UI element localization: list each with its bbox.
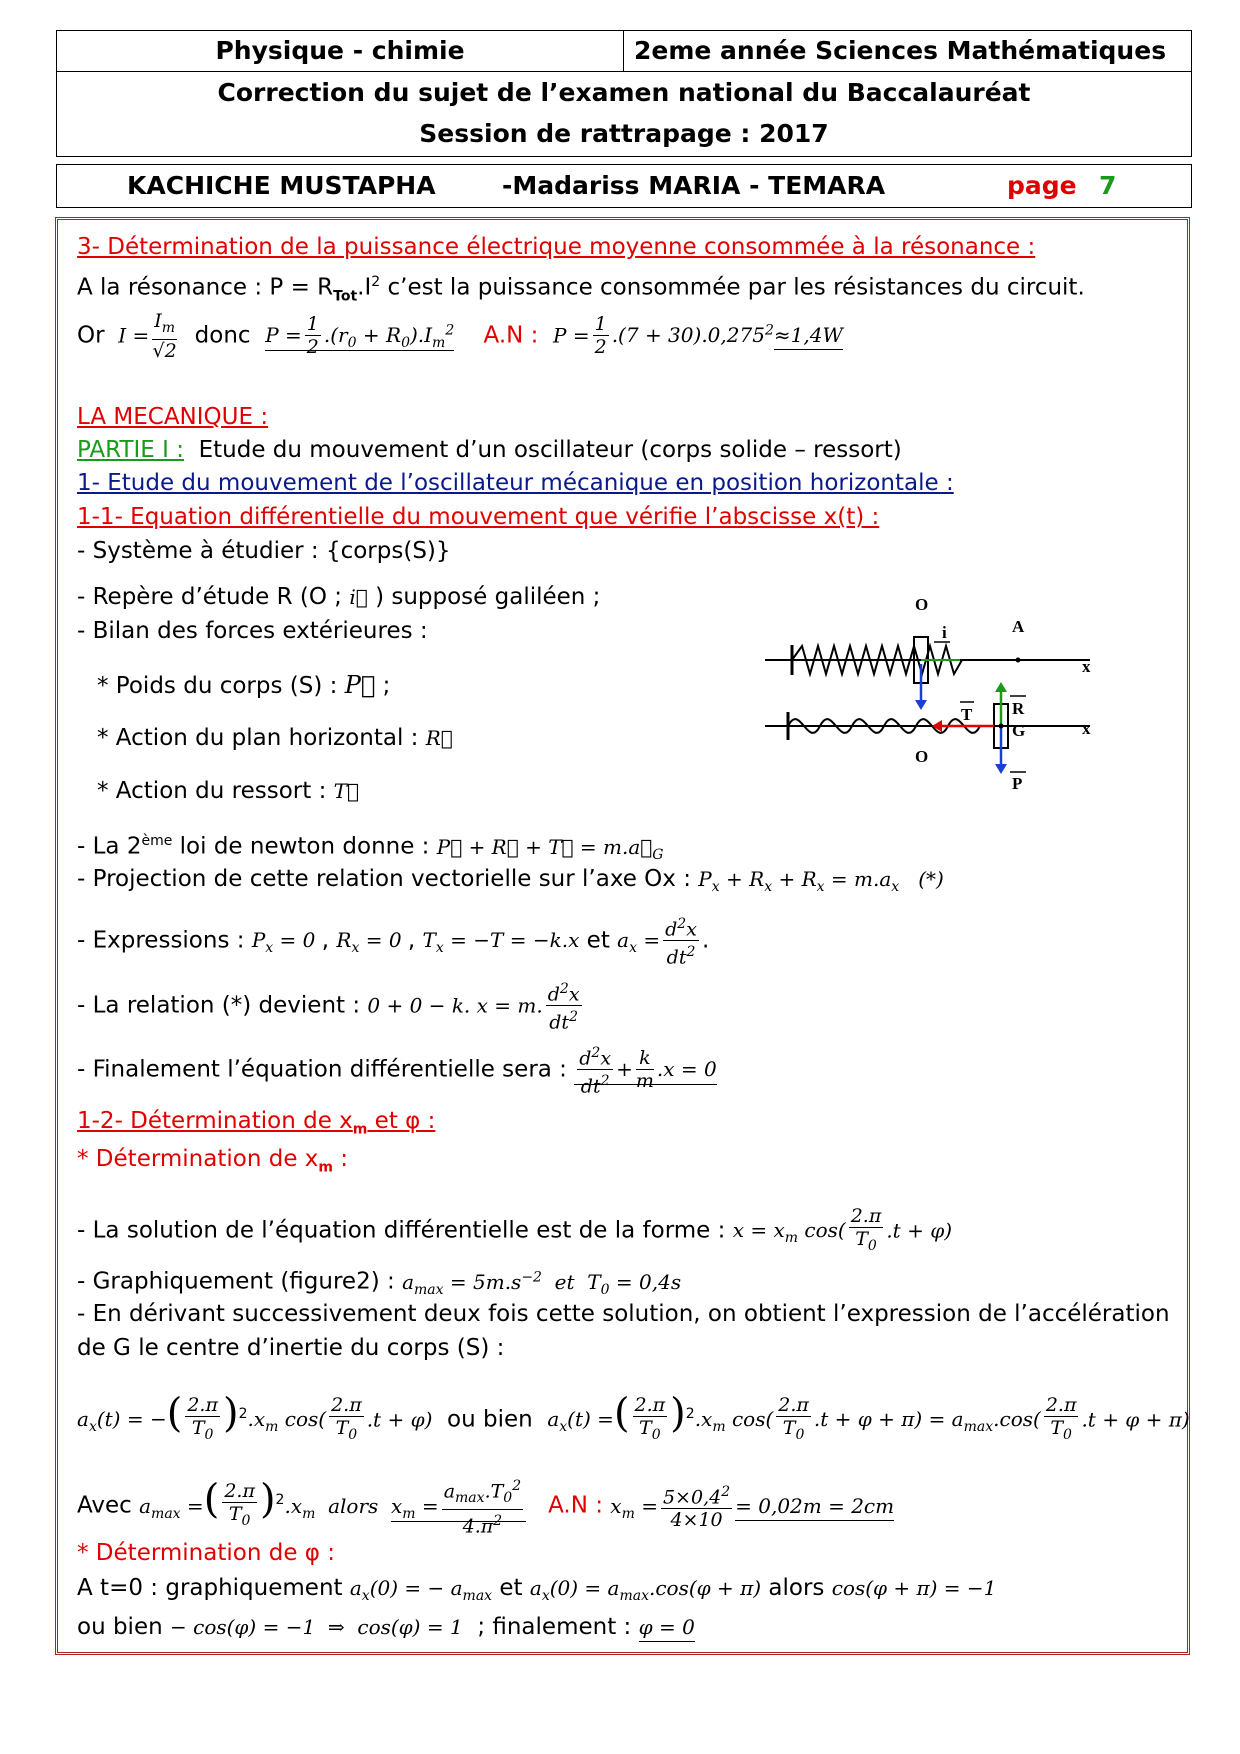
avec-line: Avec $a_{max}$ =( $\frac{2.\pi}{T_0}$ )$^2.x_m$ alors $x_m$ = $\frac{a_{max}.T_0^2}{4.\pi^2}$ A.N : $x_m$ = $\frac{5\times 0,4^2}{4\times 10}$ = 0,02m = 2cm bbox=[77, 1476, 895, 1538]
newton-b: loi de newton donne : bbox=[172, 833, 430, 860]
partie1-line bbox=[77, 435, 902, 465]
deriv-line-2: de G le centre d’inertie du corps (S) : bbox=[77, 1335, 505, 1361]
force-2-text: * Action du plan horizontal : bbox=[97, 725, 419, 751]
relation-text: - La relation (*) devient : bbox=[77, 992, 361, 1019]
s3-result: ≈1,4W bbox=[774, 323, 843, 350]
bilan-line: - Bilan des forces extérieures : bbox=[77, 618, 428, 644]
s3-line1: A la résonance : $P = R_{Tot}.I^2$ c’est la puissance consommée par les résistances du circuit. bbox=[77, 274, 1085, 305]
projection-line: - Projection de cette relation vectorielle sur l’axe Ox : $P_x + R_x + R_x = m.a_x$ (*) bbox=[77, 866, 944, 895]
s3-an: A.N : bbox=[483, 322, 539, 349]
s12-b: m bbox=[352, 1121, 368, 1138]
title-line-1: Correction du sujet de l’examen national du Baccalauréat bbox=[217, 78, 1031, 107]
fig-label-x2: x bbox=[1082, 719, 1091, 738]
t0-a: A t=0 : graphiquement bbox=[77, 1575, 343, 1601]
header-row-1 bbox=[56, 30, 1192, 72]
header-author-row bbox=[56, 164, 1192, 208]
fig-label-x1: x bbox=[1082, 657, 1091, 676]
s3-line1-a: A la résonance : P = R bbox=[77, 274, 334, 301]
system-line: - Système à étudier : {corps(S)} bbox=[77, 538, 451, 564]
det-xm-b: m bbox=[318, 1159, 333, 1176]
expressions-line: - Expressions : $P_x = 0$ , $R_x = 0$ , $T_x = -T = -k.x$ et $a_x$ = $\frac{d^2x}{dt^2}$ . bbox=[77, 913, 709, 969]
newton-line: - La 2ème loi de newton donne : P⃗ + R⃗ + T⃗ = $m.a⃗_G$ bbox=[77, 833, 664, 863]
final-eq-line: - Finalement l’équation différentielle sera : $\frac{d^2x}{dt^2}$ + $\frac{k}{m}$ .x = 0 bbox=[77, 1042, 717, 1098]
det-xm-a: * Détermination de x bbox=[77, 1146, 319, 1172]
s3-line1-d: c’est la puissance consommée par les résistances du circuit. bbox=[380, 274, 1085, 301]
fig-label-G: G bbox=[1012, 721, 1026, 740]
force-3: * Action du ressort : T⃗ bbox=[97, 778, 359, 804]
fig-label-O1: O bbox=[915, 595, 929, 614]
force-1-text: * Poids du corps (S) : bbox=[97, 673, 338, 699]
accel-line: $a_x(t)$ = −( $\frac{2.\pi}{T_0}$ )$^2.x_m$ cos( $\frac{2.\pi}{T_0}$ .t + φ) ou bien $a_x(t)$ =( $\frac{2.\pi}{T_0}$ )$^2.x_m$ cos( $\frac{2.\pi}{T_0}$ $.t + \varphi + \pi) = a_{max}.\cos$( $\frac{2.\pi}{T_0}$ .t + φ + π) bbox=[77, 1390, 1190, 1443]
partie1-text: Etude du mouvement d’un oscillateur (corps solide – ressort) bbox=[198, 437, 902, 463]
spring-mass-figure bbox=[760, 592, 1120, 792]
page-number: 7 bbox=[1099, 171, 1117, 200]
det-xm bbox=[77, 1144, 348, 1183]
s3-line1-c: .I bbox=[357, 274, 372, 301]
school: -Madariss MARIA - TEMARA bbox=[502, 171, 886, 200]
s3-or: Or bbox=[77, 322, 105, 349]
fig-label-T: T bbox=[961, 705, 973, 724]
s12-a: 1-2- Détermination de x bbox=[77, 1108, 353, 1134]
fig-label-P: P bbox=[1012, 774, 1023, 792]
newton-sup: ème bbox=[141, 833, 173, 849]
s12-c: et φ : bbox=[367, 1108, 436, 1134]
s3-title: 3- Détermination de la puissance électrique moyenne consommée à la résonance : bbox=[77, 234, 1036, 260]
author: KACHICHE MUSTAPHA bbox=[127, 171, 436, 200]
deriv-line-1: - En dérivant successivement deux fois cette solution, on obtient l’expression de l’accélération bbox=[77, 1301, 1170, 1327]
fin-b: ; finalement : bbox=[477, 1614, 632, 1640]
s1-title: 1- Etude du mouvement de l’oscillateur mécanique en position horizontale : bbox=[77, 470, 954, 496]
force-2: * Action du plan horizontal : R⃗ bbox=[97, 725, 453, 751]
avec-text: Avec bbox=[77, 1492, 132, 1519]
solution-line: - La solution de l’équation différentielle est de la forme : $x = x_m$ cos( $\frac{2.\pi}{T_0}$ .t + φ) bbox=[77, 1205, 953, 1254]
force-1: * Poids du corps (S) : P⃗ ; bbox=[97, 671, 391, 699]
fin-line: ou bien − cos(φ) = −1 ⇒ cos(φ) = 1 ; finalement : φ = 0 bbox=[77, 1614, 695, 1640]
title-line-2: Session de rattrapage : 2017 bbox=[419, 119, 829, 148]
expressions-text: - Expressions : bbox=[77, 927, 245, 954]
projection-text: - Projection de cette relation vectorielle sur l’axe Ox : bbox=[77, 866, 691, 892]
fig-label-O2: O bbox=[915, 747, 929, 766]
header-titles bbox=[56, 71, 1192, 157]
final-eq-text: - Finalement l’équation différentielle sera : bbox=[77, 1056, 567, 1083]
t0-alors: alors bbox=[768, 1575, 825, 1601]
force-3-text: * Action du ressort : bbox=[97, 778, 327, 804]
t0-line: A t=0 : graphiquement $a_x(0)$ = − $a_{max}$ et $a_x(0) = a_{max}.\cos(\varphi + \pi)$ alors cos(φ + π) = −1 bbox=[77, 1575, 997, 1604]
an2: A.N : bbox=[548, 1492, 603, 1519]
s11-title: 1-1- Equation différentielle du mouvement que vérifie l’abscisse x(t) : bbox=[77, 504, 880, 530]
det-phi: * Détermination de φ : bbox=[77, 1540, 336, 1566]
repere-text: - Repère d’étude R (O ; bbox=[77, 584, 343, 610]
relation-line: - La relation (*) devient : 0 + 0 − k. x = m. $\frac{d^2x}{dt^2}$ bbox=[77, 978, 585, 1034]
repere-line: - Repère d’étude R (O ; i⃗ ) supposé galiléen ; bbox=[77, 584, 601, 610]
fin-a: ou bien bbox=[77, 1614, 163, 1640]
level: 2eme année Sciences Mathématiques bbox=[634, 36, 1167, 65]
t0-et: et bbox=[499, 1575, 523, 1601]
graph-line: - Graphiquement (figure2) : $a_{max} = 5m.s^{-2}$ et $T_0 = 0,4s$ bbox=[77, 1268, 682, 1298]
meca-title: LA MECANIQUE : bbox=[77, 404, 269, 430]
solution-text: - La solution de l’équation différentielle est de la forme : bbox=[77, 1217, 726, 1244]
det-xm-c: : bbox=[333, 1146, 349, 1172]
s3-line2: Or I = $\frac{I_m}{√2}$ donc P = $\frac{1}{2}$ $.(r_0 + R_0).I_m^2$ A.N : P = $\frac{1}{2}$ $.(7 + 30).0,275^2\approx 1,4W$ bbox=[77, 310, 843, 362]
partie1-label: PARTIE I : bbox=[77, 437, 184, 463]
subject: Physique - chimie bbox=[57, 31, 624, 71]
fig-label-R: R bbox=[1012, 699, 1025, 718]
fig-label-A: A bbox=[1012, 617, 1025, 636]
repere-end: ) supposé galiléen ; bbox=[375, 584, 601, 610]
ou-bien: ou bien bbox=[447, 1406, 533, 1433]
s12-title bbox=[77, 1106, 435, 1145]
newton-a: - La 2 bbox=[77, 833, 142, 860]
page-label: page bbox=[1007, 171, 1077, 200]
s3-line1-sub: Tot bbox=[333, 288, 358, 305]
fig-label-i: i bbox=[942, 623, 947, 642]
s3-donc: donc bbox=[194, 322, 251, 349]
graph-text: - Graphiquement (figure2) : bbox=[77, 1268, 395, 1295]
